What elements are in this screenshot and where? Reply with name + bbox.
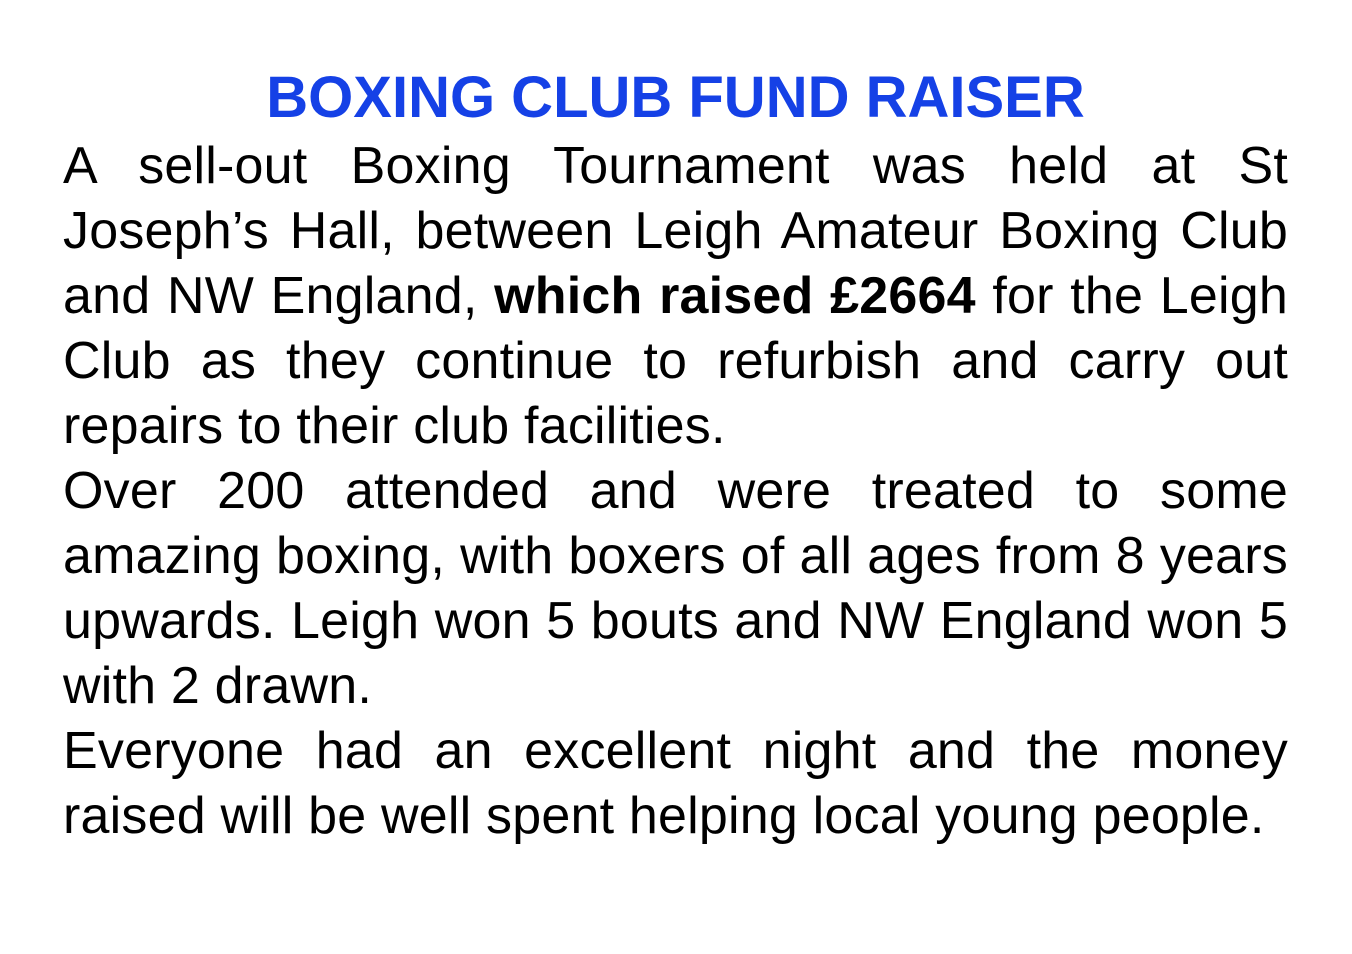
document-page: [63, 62, 1288, 849]
paragraph-1-text-start: A sell-out Boxing Tournament was held at St Joseph’s Hall, between Leigh Amateur Boxing Club and NW England,: [63, 137, 1288, 325]
paragraph-3: Everyone had an excellent night and the money raised will be well spent helping local young people.: [63, 722, 1288, 845]
amount-raised-highlight: which raised £2664: [494, 267, 976, 325]
paragraph-1: [63, 134, 1288, 459]
paragraph-2: Over 200 attended and were treated to some amazing boxing, with boxers of all ages from 8 years upwards. Leigh won 5 bouts and NW England won 5 with 2 drawn.: [63, 462, 1288, 715]
page-title: BOXING CLUB FUND RAISER: [266, 65, 1085, 130]
paragraph-1-text-end: for the Leigh Club as they continue to refurbish and carry out repairs to their club facilities.: [63, 267, 1288, 455]
